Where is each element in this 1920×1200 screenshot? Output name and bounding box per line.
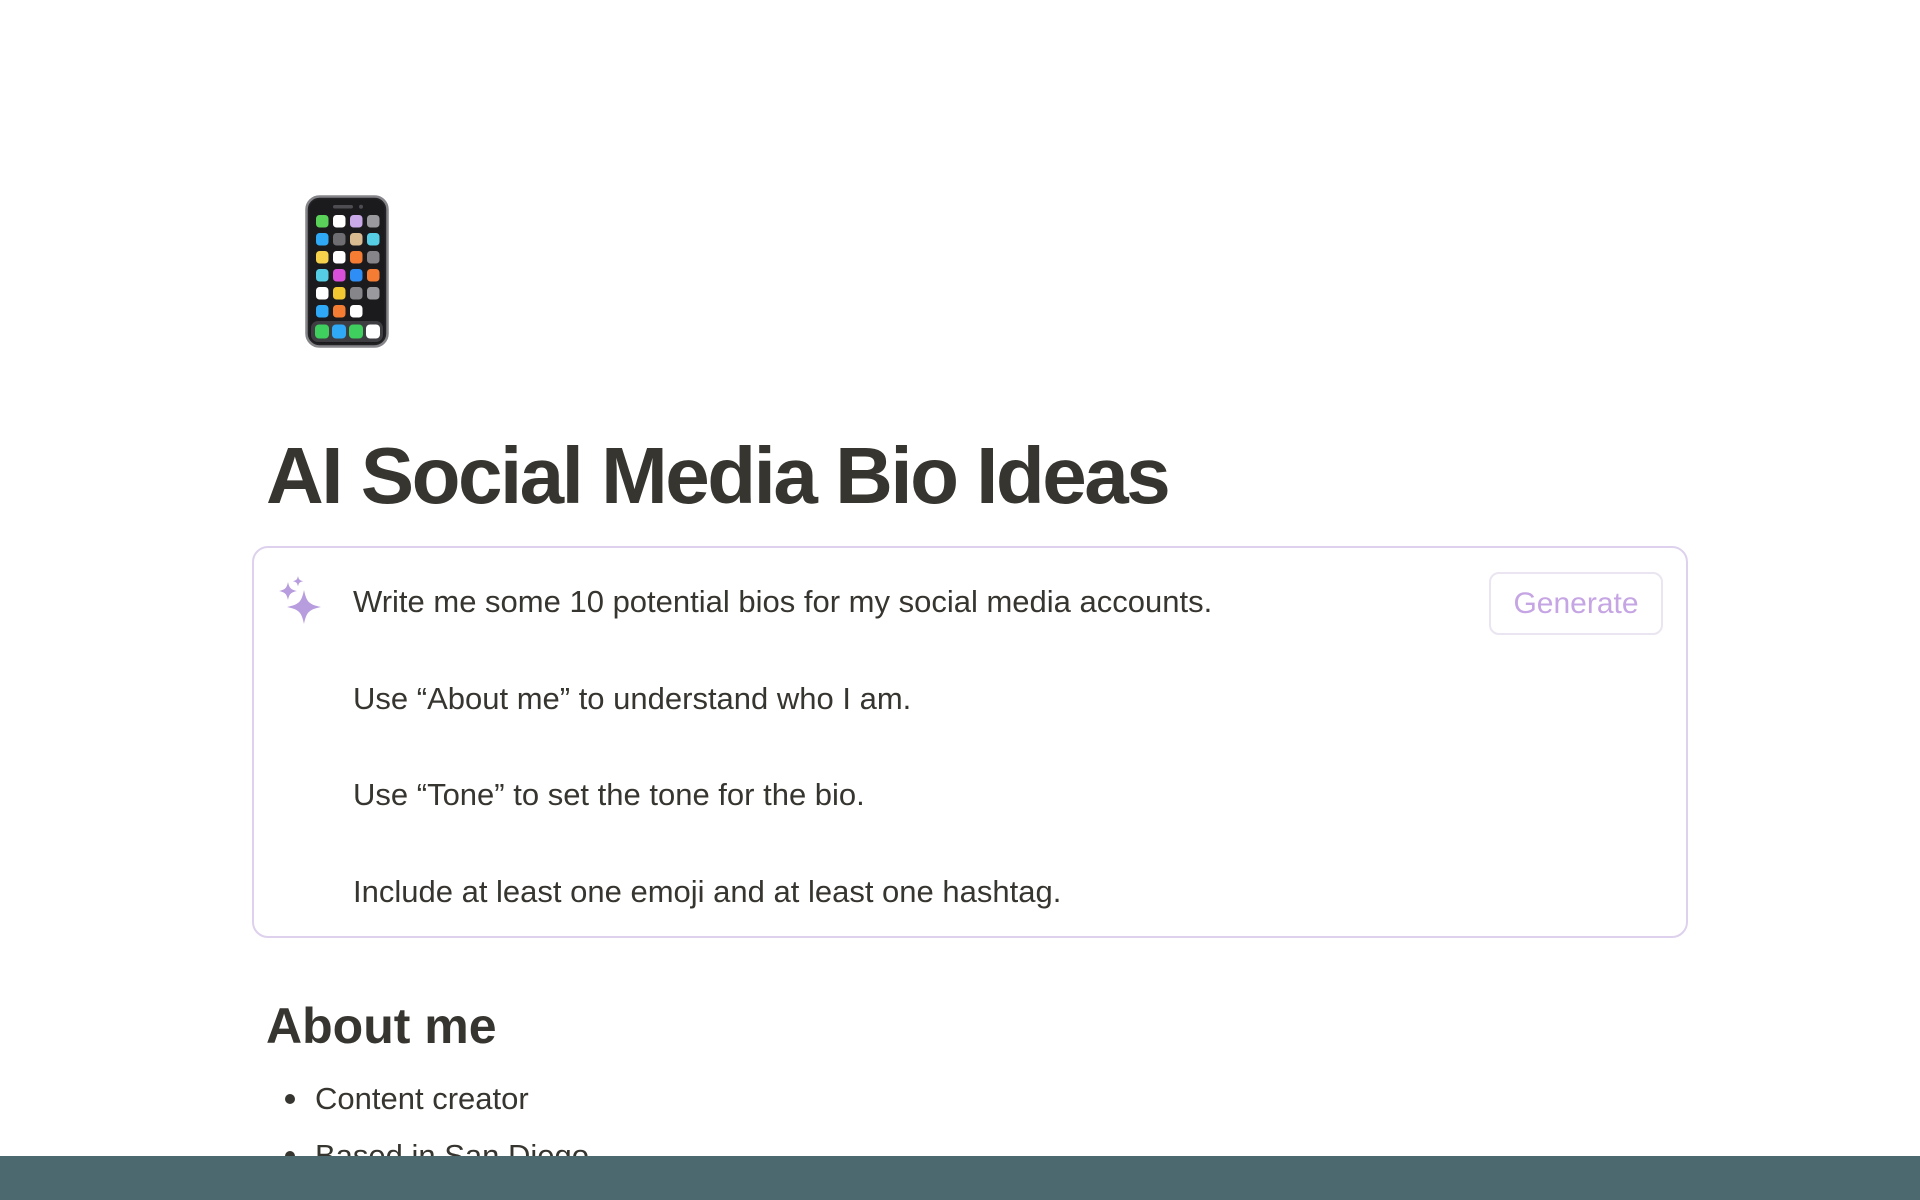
mobile-phone-icon [305,195,389,348]
bottom-bar [0,1156,1920,1200]
page-title[interactable]: AI Social Media Bio Ideas [266,431,1169,520]
generate-button[interactable]: Generate [1489,572,1663,635]
ai-prompt-line[interactable]: Use “About me” to understand who I am. [353,681,912,716]
ai-prompt-line[interactable]: Write me some 10 potential bios for my social media accounts. [353,584,1213,619]
page-icon-mobile-phone-emoji[interactable] [305,195,389,348]
ai-prompt-block[interactable] [252,546,1688,938]
about-me-heading[interactable]: About me [266,998,497,1054]
list-item-text: Content creator [315,1081,529,1116]
ai-prompt-line[interactable]: Use “Tone” to set the tone for the bio. [353,777,865,812]
bullet-marker [285,1094,295,1104]
ai-sparkle-icon [278,576,324,624]
ai-prompt-line[interactable]: Include at least one emoji and at least one hashtag. [353,874,1062,909]
list-item[interactable] [285,1075,589,1123]
